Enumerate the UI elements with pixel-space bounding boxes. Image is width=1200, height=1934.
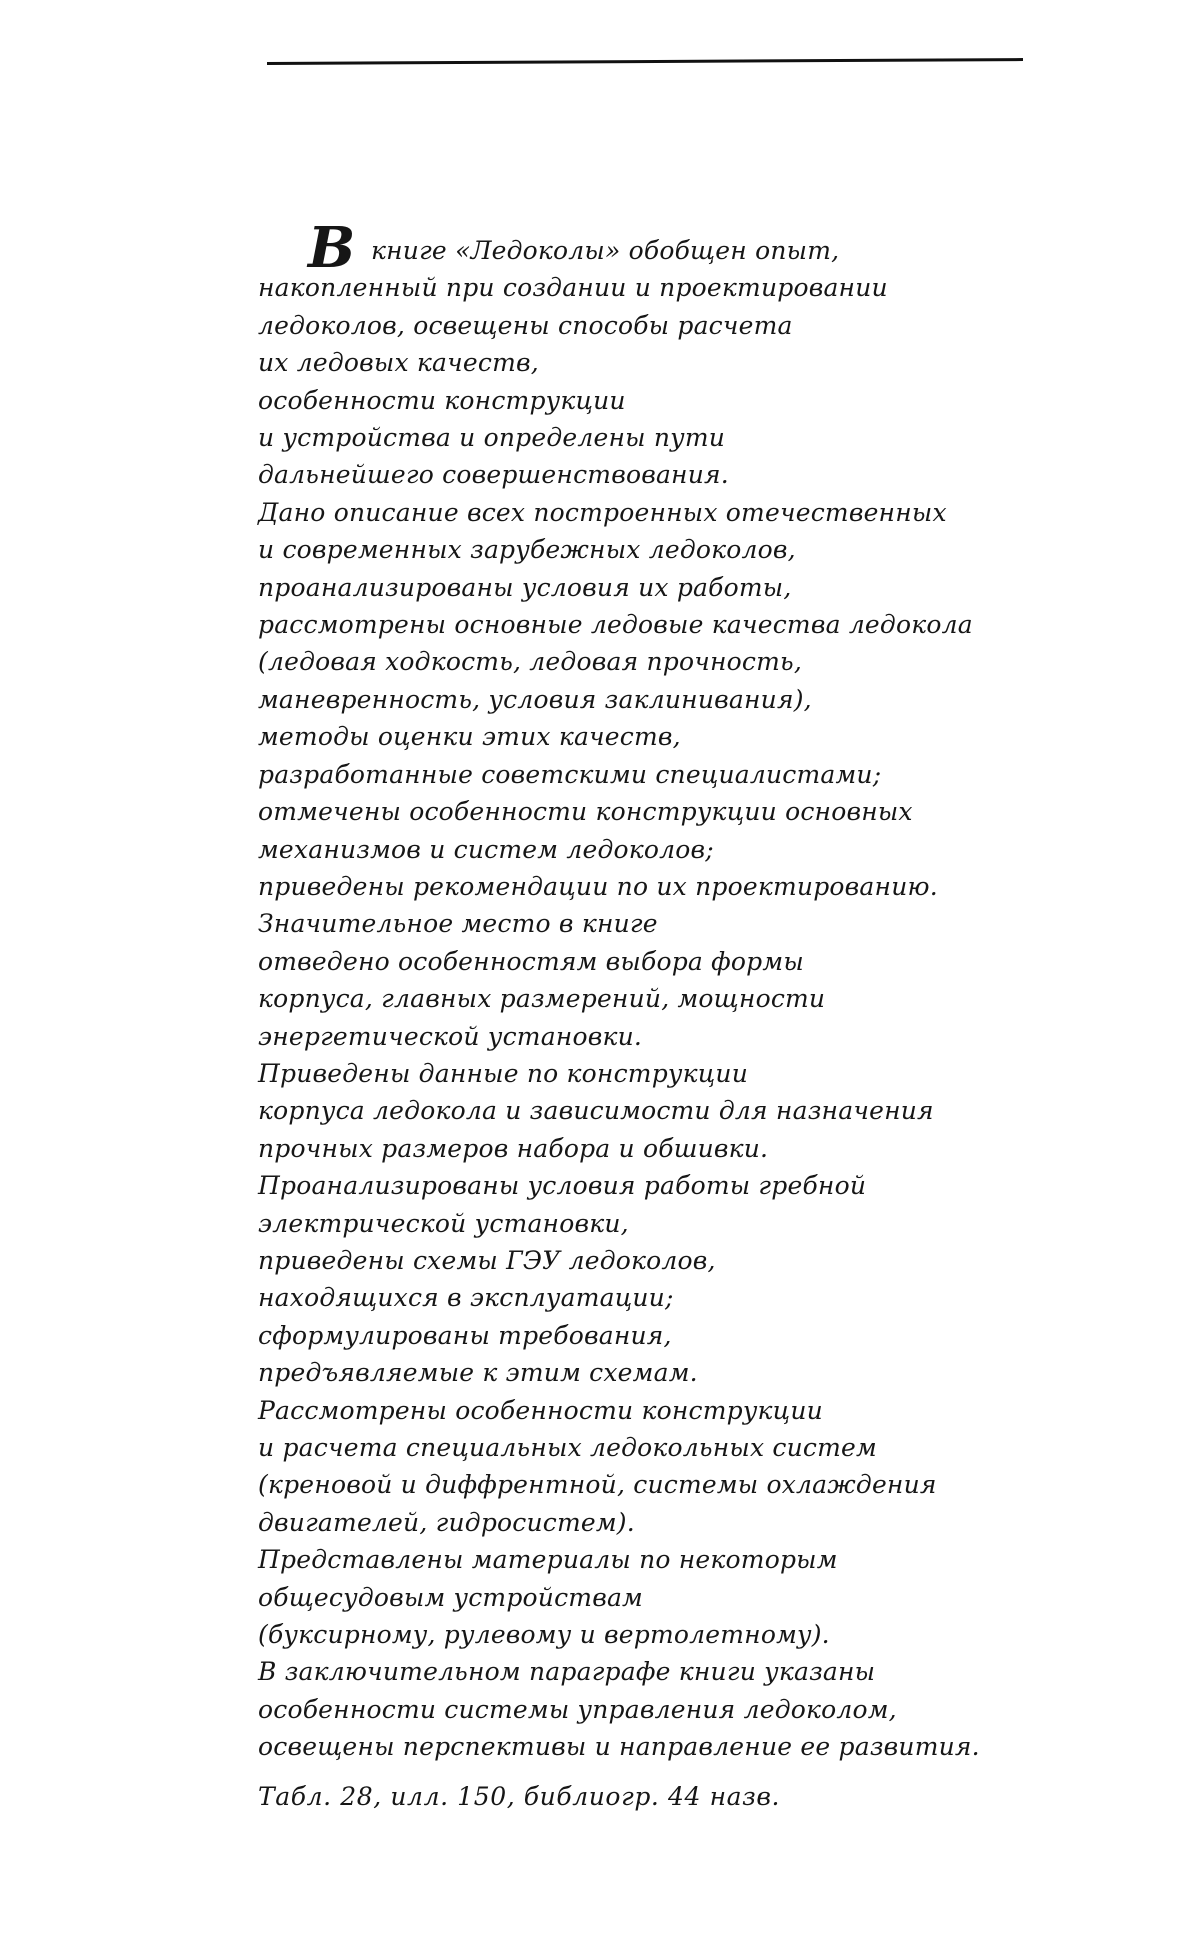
abstract-line: электрической установки, xyxy=(258,1208,629,1238)
abstract-line: энергетической установки. xyxy=(258,1021,643,1051)
drop-cap: В xyxy=(308,215,356,281)
abstract-line: рассмотрены основные ледовые качества ледокола xyxy=(258,610,973,640)
abstract-line: проанализированы условия их работы, xyxy=(258,572,792,602)
abstract-line: Рассмотрены особенности конструкции xyxy=(258,1395,823,1425)
abstract-line: (креновой и диффрентной, системы охлаждения xyxy=(258,1470,937,1500)
abstract-line: сформулированы требования, xyxy=(258,1320,672,1350)
abstract-line: корпуса ледокола и зависимости для назначения xyxy=(258,1096,934,1126)
abstract-line: прочных размеров набора и обшивки. xyxy=(258,1133,769,1163)
abstract-line: и современных зарубежных ледоколов, xyxy=(258,535,796,565)
summary-line: Табл. 28, илл. 150, библиогр. 44 назв. xyxy=(258,1781,781,1811)
abstract-line: дальнейшего совершенствования. xyxy=(258,460,729,490)
abstract-line: ледоколов, освещены способы расчета xyxy=(258,310,793,340)
abstract-line: и устройства и определены пути xyxy=(258,423,726,453)
abstract-line: приведены рекомендации по их проектированию. xyxy=(258,871,938,901)
abstract-line: механизмов и систем ледоколов; xyxy=(258,834,714,864)
abstract-line: (буксирному, рулевому и вертолетному). xyxy=(258,1620,830,1650)
abstract-line: их ледовых качеств, xyxy=(258,348,539,378)
abstract-line: Приведены данные по конструкции xyxy=(258,1058,748,1088)
abstract-line: накопленный при создании и проектировании xyxy=(258,273,888,303)
abstract-line: отмечены особенности конструкции основных xyxy=(258,797,913,827)
abstract-line: В заключительном параграфе книги указаны xyxy=(258,1657,876,1687)
top-rule xyxy=(267,58,1023,65)
abstract-line: маневренность, условия заклинивания), xyxy=(258,684,812,714)
abstract-line: приведены схемы ГЭУ ледоколов, xyxy=(258,1245,716,1275)
abstract-line: отведено особенностям выбора формы xyxy=(258,946,804,976)
abstract-line: Представлены материалы по некоторым xyxy=(258,1545,838,1575)
abstract-line: двигателей, гидросистем). xyxy=(258,1507,635,1537)
abstract-line: и расчета специальных ледокольных систем xyxy=(258,1433,877,1462)
abstract-lines xyxy=(258,269,1018,1765)
abstract-line: (ледовая ходкость, ледовая прочность, xyxy=(258,647,802,677)
abstract-line: общесудовым устройствам xyxy=(258,1582,643,1612)
first-line-text: книге «Ледоколы» обобщен опыт, xyxy=(371,236,840,265)
abstract-line: корпуса, главных размерений, мощности xyxy=(258,984,826,1014)
abstract-line: Проанализированы условия работы гребной xyxy=(258,1171,867,1201)
abstract-line: предъявляемые к этим схемам. xyxy=(258,1358,698,1388)
abstract-line: находящихся в эксплуатации; xyxy=(258,1283,674,1313)
abstract-line: методы оценки этих качеств, xyxy=(258,722,681,752)
abstract-line: освещены перспективы и направление ее развития. xyxy=(258,1732,980,1762)
abstract-line: особенности системы управления ледоколом, xyxy=(258,1694,897,1724)
abstract-first-line xyxy=(258,215,1018,281)
abstract-line: разработанные советскими специалистами; xyxy=(258,759,882,789)
abstract-line: Дано описание всех построенных отечественных xyxy=(258,497,947,527)
abstract-text xyxy=(258,215,1018,1815)
abstract-line: особенности конструкции xyxy=(258,385,626,415)
abstract-line: Значительное место в книге xyxy=(258,909,658,939)
